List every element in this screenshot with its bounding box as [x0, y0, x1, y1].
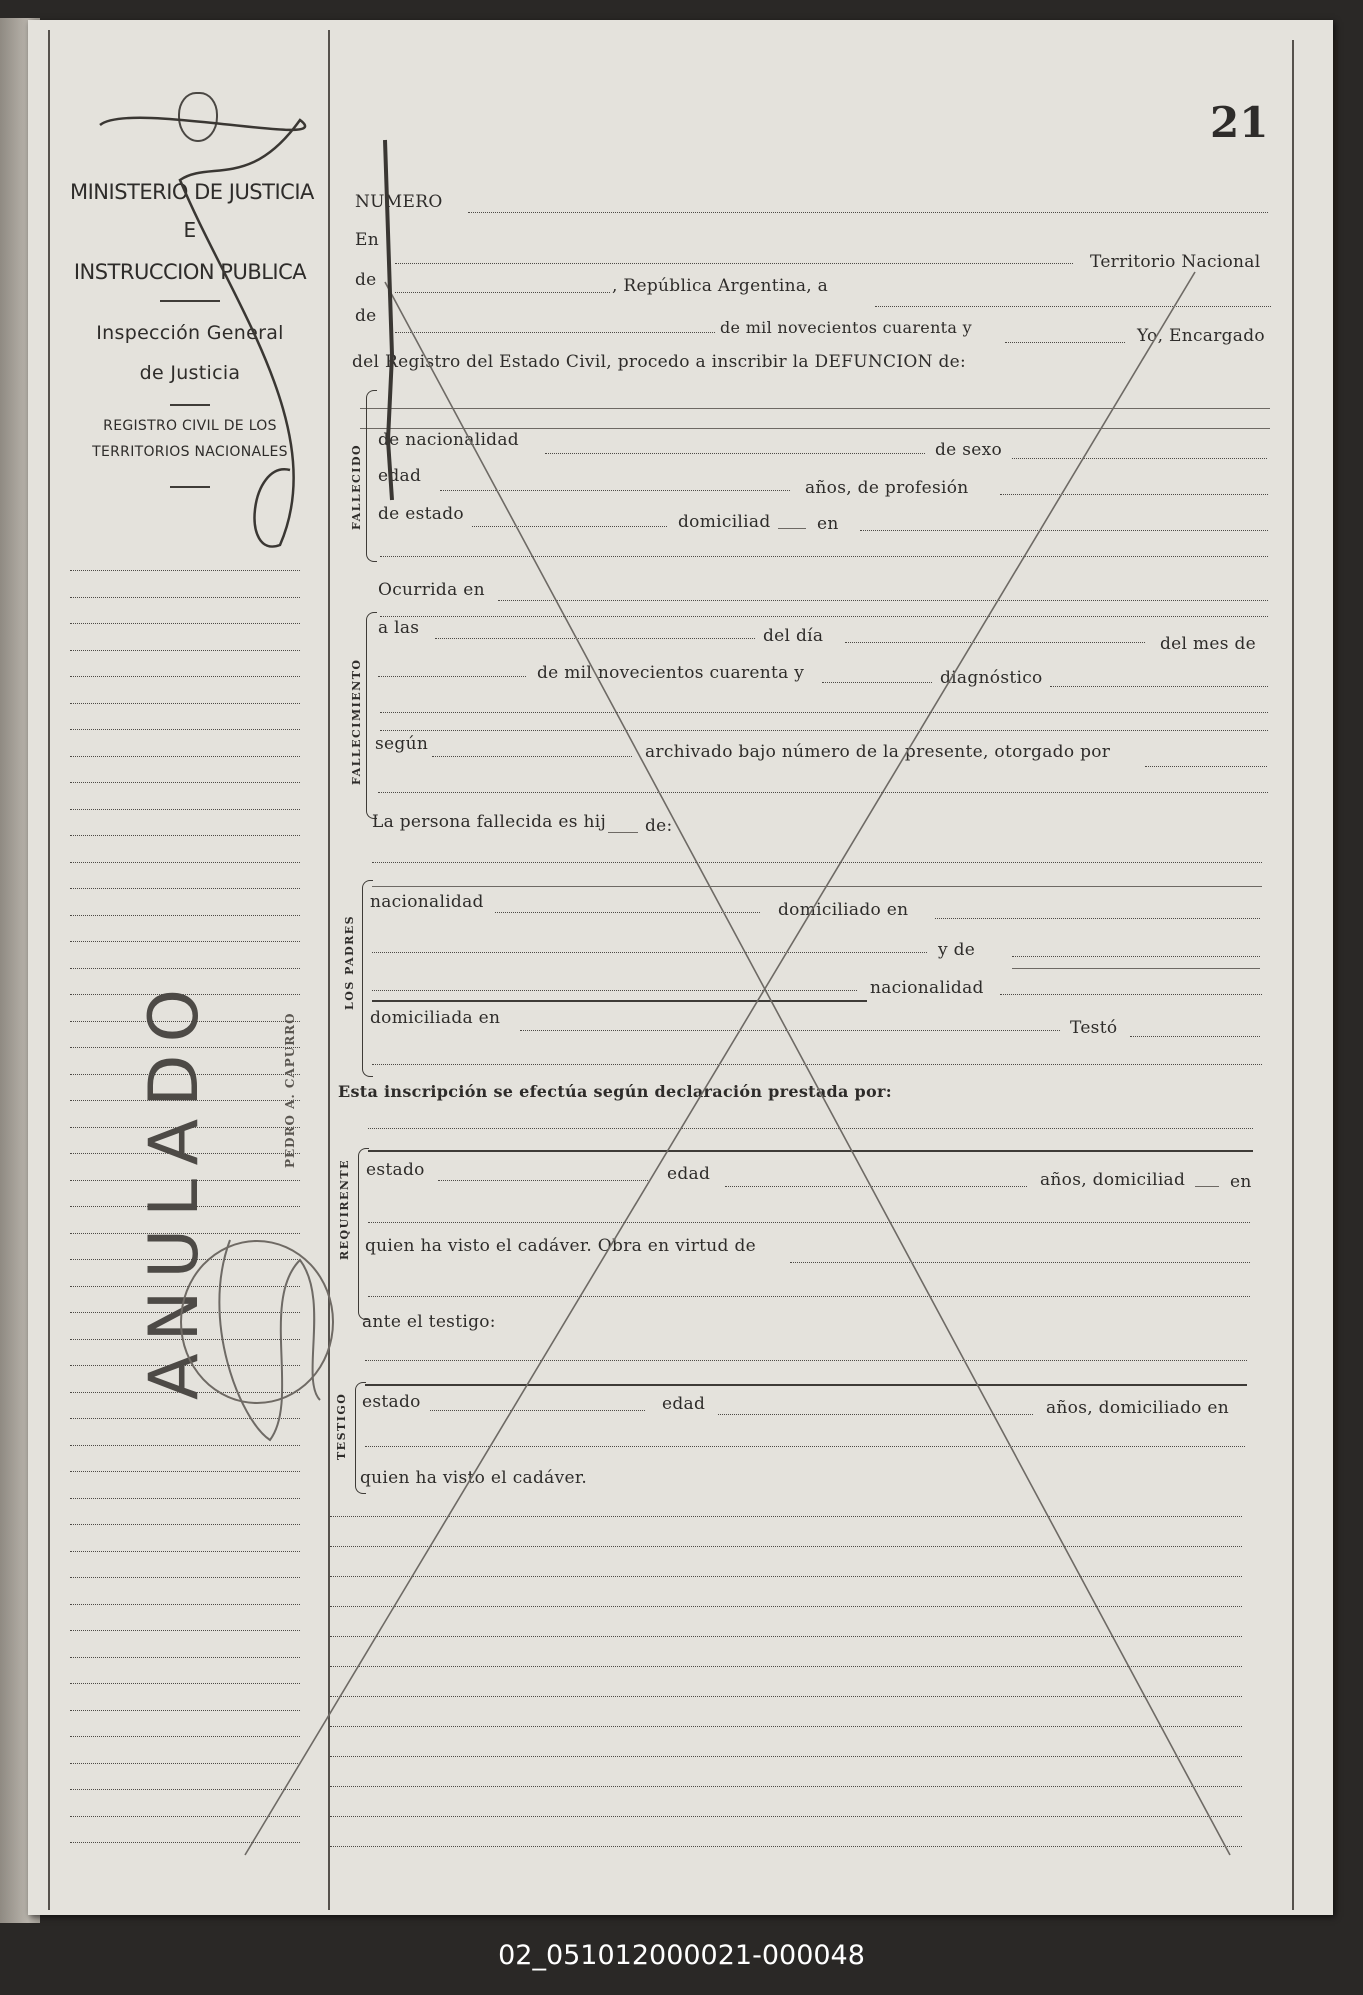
label-diagnostico: diagnóstico [940, 668, 1043, 688]
label-anos-profesion: años, de profesión [805, 478, 969, 498]
signer-name: PEDRO A. CAPURRO [283, 1012, 297, 1168]
header-territorios: TERRITORIOS NACIONALES [92, 444, 288, 460]
label-en-2: en [1230, 1172, 1252, 1192]
header-ministry: MINISTERIO DE JUSTICIA [70, 180, 314, 204]
header-inspeccion: Inspección General [96, 322, 284, 344]
label-nacionalidad-1: nacionalidad [370, 892, 484, 912]
page-number: 21 [1210, 98, 1269, 147]
label-persona-fallecida: La persona fallecida es hij [372, 812, 607, 832]
label-anos-domiciliado: años, domiciliado en [1046, 1398, 1230, 1418]
label-testo: Testó [1070, 1018, 1118, 1038]
label-numero: NUMERO [355, 192, 443, 212]
label-ocurrida-en: Ocurrida en [378, 580, 485, 600]
label-de-nacionalidad: de nacionalidad [378, 430, 519, 450]
label-ante-testigo: ante el testigo: [362, 1312, 496, 1332]
label-quien-visto-1: quien ha visto el cadáver. Obra en virtud de [365, 1236, 756, 1256]
section-requirente: REQUIRENTE [338, 1159, 351, 1260]
label-edad-3: edad [662, 1394, 706, 1414]
label-yo-encargado: Yo, Encargado [1137, 326, 1265, 346]
label-de-colon: de: [645, 816, 673, 836]
label-archivado: archivado bajo número de la presente, otorgado por [645, 742, 1111, 762]
label-del-dia: del día [763, 626, 824, 646]
header-instruccion: INSTRUCCION PUBLICA [73, 260, 307, 284]
label-edad: edad [378, 466, 422, 486]
label-de-mil-nov-2: de mil novecientos cuarenta y [537, 663, 805, 683]
header-de-justicia: de Justicia [139, 362, 241, 384]
label-mil-novecientos: de mil novecientos cuarenta y [720, 318, 972, 337]
label-inscripcion: Esta inscripción se efectúa según declaración prestada por: [338, 1082, 892, 1101]
section-los-padres: LOS PADRES [343, 914, 356, 1010]
cancel-line-1 [385, 282, 1230, 1855]
label-en-1: en [817, 514, 839, 534]
label-domiciliad: domiciliad [678, 512, 771, 532]
section-testigo: TESTIGO [335, 1392, 348, 1460]
section-fallecido: FALLECIDO [350, 443, 363, 530]
section-fallecimiento: FALLECIMIENTO [350, 658, 363, 785]
label-de-estado: de estado [378, 504, 464, 524]
signature-stroke-2 [100, 118, 305, 547]
label-anos-domiciliad: años, domiciliad [1040, 1170, 1186, 1190]
cancel-line-2 [245, 272, 1195, 1855]
header-e: E [183, 218, 197, 242]
label-en: En [355, 230, 379, 250]
signature-stroke-1 [385, 140, 392, 500]
label-del-mes-de: del mes de [1160, 634, 1257, 654]
label-y-de: y de [938, 940, 976, 960]
label-territorio: Territorio Nacional [1090, 252, 1261, 272]
label-de-2: de [355, 306, 377, 326]
annulled-text: ANULADO [135, 976, 214, 1400]
header-registro: REGISTRO CIVIL DE LOS [103, 418, 277, 434]
label-quien-visto-2: quien ha visto el cadáver. [360, 1468, 588, 1488]
label-a-las: a las [378, 618, 420, 638]
label-segun: según [375, 734, 429, 754]
label-estado-1: estado [366, 1160, 425, 1180]
label-de-sexo: de sexo [935, 440, 1003, 460]
label-de-1: de [355, 270, 377, 290]
label-domiciliado-en: domiciliado en [778, 900, 909, 920]
label-nacionalidad-2: nacionalidad [870, 978, 984, 998]
signature-stroke-3 [219, 1240, 320, 1440]
label-del-registro: del Registro del Estado Civil, procedo a inscribir la DEFUNCION de: [352, 352, 967, 372]
label-estado-2: estado [362, 1392, 421, 1412]
label-republica: , República Argentina, a [612, 276, 829, 296]
label-domiciliada-en: domiciliada en [370, 1008, 501, 1028]
document-id-footer: 02_051012000021-000048 [498, 1940, 865, 1971]
label-edad-2: edad [667, 1164, 711, 1184]
